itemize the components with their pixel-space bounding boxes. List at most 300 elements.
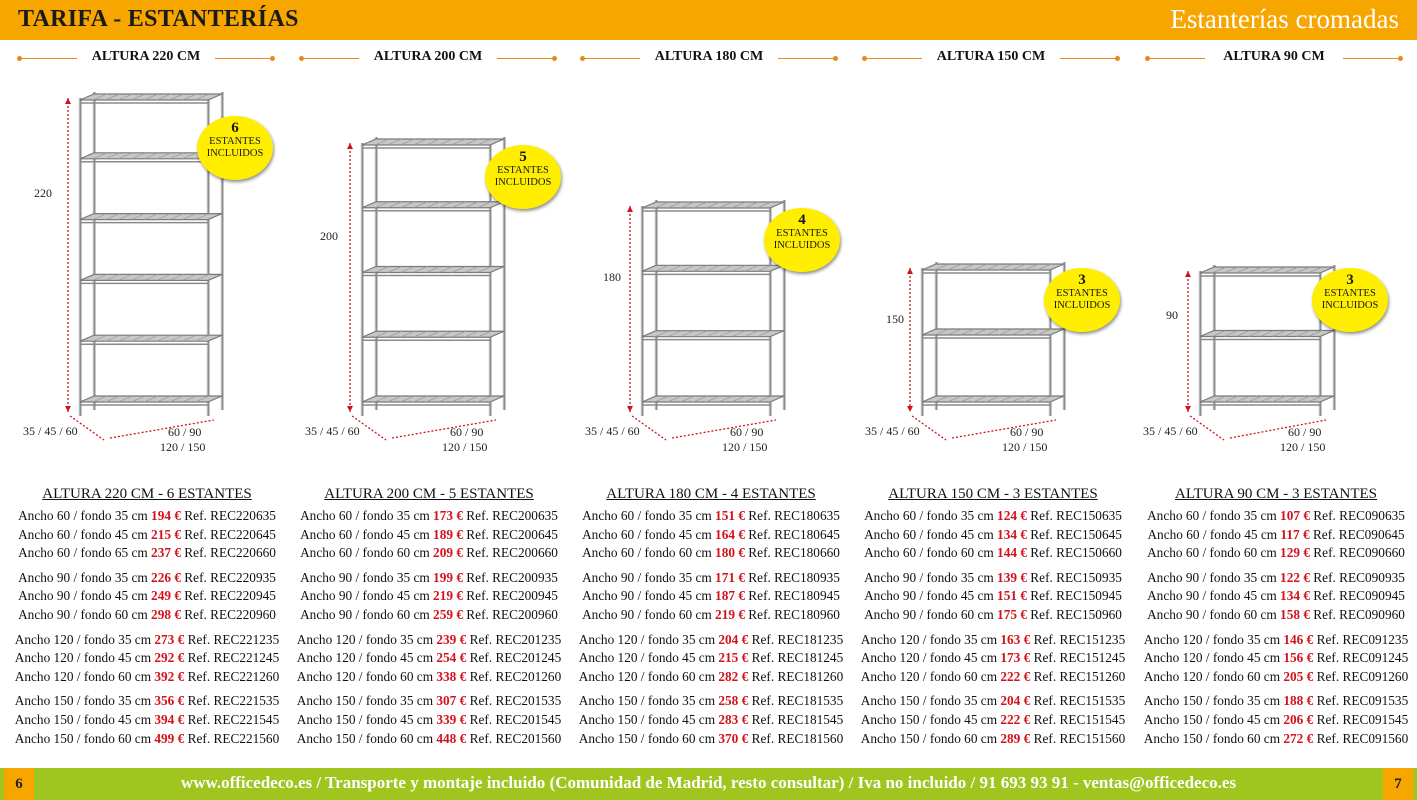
price-row: [1134, 711, 1417, 730]
price-value: 339 €: [436, 711, 467, 727]
price-group: [1134, 692, 1417, 748]
price-row: [569, 544, 853, 563]
price-table-2: [287, 484, 571, 754]
price-row: [287, 649, 571, 668]
price-group: [5, 507, 289, 563]
badge-line1: ESTANTES: [1324, 288, 1376, 299]
price-row: [5, 668, 289, 687]
size-description: Ancho 60 / fondo 45 cm: [582, 526, 712, 542]
price-value: 356 €: [154, 693, 185, 709]
size-description: Ancho 60 / fondo 45 cm: [1147, 526, 1278, 542]
price-row: [287, 526, 571, 545]
page-number-right: 7: [1383, 768, 1413, 800]
price-row: [569, 631, 853, 650]
price-row: [5, 544, 289, 563]
price-value: 151 €: [715, 508, 745, 523]
price-table-title: ALTURA 90 CM - 3 ESTANTES: [1174, 486, 1377, 502]
price-value: 139 €: [997, 569, 1027, 585]
size-description: Ancho 90 / fondo 60 cm: [300, 606, 430, 622]
depth-label: 35 / 45 / 60: [305, 424, 360, 438]
size-description: Ancho 60 / fondo 60 cm: [582, 545, 712, 561]
size-description: Ancho 150 / fondo 35 cm: [578, 693, 716, 709]
price-value: 124 €: [997, 508, 1027, 523]
size-description: Ancho 90 / fondo 35 cm: [1147, 569, 1277, 585]
height-header-label: ALTURA 150 CM: [936, 49, 1046, 64]
price-row: [851, 569, 1135, 588]
reference-code: Ref. REC200960: [466, 606, 558, 622]
reference-code: Ref. REC221235: [187, 631, 280, 647]
price-value: 204 €: [718, 631, 749, 647]
shelving-unit-2: [347, 137, 504, 440]
price-value: 282 €: [718, 668, 749, 684]
price-value: 107 €: [1280, 508, 1310, 523]
reference-code: Ref. REC201260: [469, 668, 562, 684]
price-row: [851, 507, 1135, 526]
price-row: [851, 649, 1135, 668]
price-value: 163 €: [1000, 631, 1031, 647]
price-value: 209 €: [433, 545, 463, 561]
size-description: Ancho 60 / fondo 35 cm: [1147, 508, 1277, 523]
reference-code: Ref. REC200635: [466, 508, 558, 523]
height-value-label: 90: [1166, 308, 1178, 322]
price-row: [5, 730, 289, 749]
size-description: Ancho 90 / fondo 35 cm: [582, 569, 712, 585]
price-row: [1134, 526, 1417, 545]
badge-line2: INCLUIDOS: [1053, 300, 1111, 311]
price-table-3: [569, 484, 853, 754]
price-table-4: [851, 484, 1135, 754]
price-row: [569, 692, 853, 711]
price-value: 222 €: [1000, 711, 1031, 727]
size-description: Ancho 120 / fondo 35 cm: [1143, 631, 1281, 647]
size-description: Ancho 120 / fondo 60 cm: [1143, 668, 1281, 684]
price-value: 448 €: [436, 730, 467, 746]
reference-code: Ref. REC090945: [1313, 588, 1405, 604]
price-group: [287, 507, 571, 563]
reference-code: Ref. REC201545: [469, 711, 562, 727]
reference-code: Ref. REC200645: [466, 526, 558, 542]
depth-label: 35 / 45 / 60: [585, 424, 640, 438]
depth-label: 35 / 45 / 60: [1143, 424, 1198, 438]
reference-code: Ref. REC220945: [184, 588, 276, 604]
price-value: 206 €: [1283, 711, 1314, 727]
price-row: [569, 507, 853, 526]
price-row: [287, 569, 571, 588]
badge-shelf-count: 3: [1346, 272, 1354, 288]
footer-contact-text: www.officedeco.es / Transporte y montaje incluido (Comunidad de Madrid, resto consultar) / Iva no incluido / 91 693 93 91 - ventas@officedeco.es: [180, 773, 1237, 792]
reference-code: Ref. REC221545: [187, 711, 280, 727]
size-description: Ancho 150 / fondo 60 cm: [578, 730, 716, 746]
price-value: 219 €: [433, 588, 463, 604]
reference-code: Ref. REC151235: [1033, 631, 1126, 647]
price-group: [5, 631, 289, 687]
reference-code: Ref. REC200660: [466, 545, 558, 561]
badge-line1: ESTANTES: [776, 228, 828, 239]
reference-code: Ref. REC150645: [1030, 526, 1122, 542]
reference-code: Ref. REC181535: [751, 693, 844, 709]
size-description: Ancho 120 / fondo 60 cm: [578, 668, 716, 684]
price-value: 392 €: [154, 668, 185, 684]
size-description: Ancho 120 / fondo 35 cm: [14, 631, 152, 647]
reference-code: Ref. REC221535: [187, 693, 280, 709]
price-row: [1134, 606, 1417, 625]
price-row: [5, 711, 289, 730]
size-description: Ancho 60 / fondo 35 cm: [864, 508, 994, 523]
reference-code: Ref. REC180645: [748, 526, 840, 542]
price-value: 237 €: [151, 545, 181, 561]
badge-line2: INCLUIDOS: [494, 177, 552, 188]
height-value-label: 220: [34, 186, 52, 200]
reference-code: Ref. REC180960: [748, 606, 840, 622]
width-label-1: 60 / 90: [450, 425, 484, 439]
price-value: 215 €: [718, 650, 749, 666]
price-value: 151 €: [997, 588, 1027, 604]
reference-code: Ref. REC151260: [1033, 668, 1126, 684]
price-group: [569, 631, 853, 687]
page-footer: [0, 768, 1417, 800]
price-group: [1134, 507, 1417, 563]
reference-code: Ref. REC091260: [1316, 668, 1409, 684]
reference-code: Ref. REC150660: [1030, 545, 1122, 561]
price-row: [5, 526, 289, 545]
size-description: Ancho 90 / fondo 45 cm: [1147, 588, 1277, 604]
size-description: Ancho 60 / fondo 35 cm: [18, 508, 148, 523]
price-value: 215 €: [151, 526, 181, 542]
price-table-title: ALTURA 150 CM - 3 ESTANTES: [888, 486, 1098, 502]
reference-code: Ref. REC090660: [1313, 545, 1405, 561]
reference-code: Ref. REC180935: [748, 569, 840, 585]
size-description: Ancho 150 / fondo 60 cm: [860, 730, 998, 746]
price-row: [569, 649, 853, 668]
price-row: [569, 668, 853, 687]
price-value: 394 €: [154, 711, 185, 727]
reference-code: Ref. REC090645: [1312, 526, 1405, 542]
badge-shelf-count: 4: [798, 212, 806, 228]
size-description: Ancho 60 / fondo 60 cm: [864, 545, 994, 561]
size-description: Ancho 60 / fondo 60 cm: [300, 545, 430, 561]
price-group: [5, 569, 289, 625]
size-description: Ancho 150 / fondo 35 cm: [14, 693, 152, 709]
price-row: [1134, 507, 1417, 526]
price-group: [569, 569, 853, 625]
width-label-1: 60 / 90: [1010, 425, 1044, 439]
price-group: [1134, 631, 1417, 687]
size-description: Ancho 150 / fondo 35 cm: [860, 693, 998, 709]
price-value: 189 €: [433, 526, 463, 542]
price-value: 173 €: [1000, 650, 1031, 666]
size-description: Ancho 150 / fondo 60 cm: [1143, 730, 1281, 746]
price-value: 226 €: [151, 569, 181, 585]
price-row: [5, 606, 289, 625]
price-row: [5, 507, 289, 526]
size-description: Ancho 60 / fondo 65 cm: [18, 545, 148, 561]
size-description: Ancho 120 / fondo 60 cm: [860, 668, 998, 684]
reference-code: Ref. REC220635: [184, 508, 276, 523]
reference-code: Ref. REC180945: [748, 588, 840, 604]
price-table-title: ALTURA 200 CM - 5 ESTANTES: [324, 486, 534, 502]
size-description: Ancho 120 / fondo 60 cm: [14, 668, 152, 684]
reference-code: Ref. REC090960: [1313, 606, 1405, 622]
price-value: 204 €: [1000, 693, 1031, 709]
reference-code: Ref. REC200945: [466, 588, 558, 604]
reference-code: Ref. REC091535: [1316, 693, 1409, 709]
price-value: 298 €: [151, 606, 181, 622]
price-value: 292 €: [154, 650, 185, 666]
size-description: Ancho 120 / fondo 35 cm: [296, 631, 434, 647]
price-value: 180 €: [715, 545, 745, 561]
badge-line2: INCLUIDOS: [1321, 300, 1379, 311]
price-value: 239 €: [436, 631, 467, 647]
price-row: [569, 569, 853, 588]
price-row: [851, 730, 1135, 749]
reference-code: Ref. REC090635: [1313, 508, 1405, 523]
width-label-2: 120 / 150: [1280, 440, 1326, 454]
size-description: Ancho 60 / fondo 45 cm: [864, 526, 994, 542]
badge-shelf-count: 6: [231, 120, 239, 136]
price-value: 219 €: [715, 606, 745, 622]
size-description: Ancho 90 / fondo 60 cm: [1147, 606, 1277, 622]
reference-code: Ref. REC181245: [751, 650, 844, 666]
width-label-2: 120 / 150: [1002, 440, 1048, 454]
price-row: [5, 692, 289, 711]
reference-code: Ref. REC221245: [187, 650, 280, 666]
price-value: 146 €: [1283, 631, 1314, 647]
size-description: Ancho 120 / fondo 60 cm: [296, 668, 434, 684]
price-value: 194 €: [151, 508, 181, 523]
price-row: [287, 730, 571, 749]
price-row: [5, 587, 289, 606]
price-row: [569, 606, 853, 625]
price-group: [1134, 569, 1417, 625]
price-row: [1134, 587, 1417, 606]
price-row: [287, 507, 571, 526]
price-value: 258 €: [718, 693, 749, 709]
reference-code: Ref. REC201560: [469, 730, 562, 746]
price-row: [5, 631, 289, 650]
size-description: Ancho 90 / fondo 45 cm: [582, 588, 712, 604]
price-value: 117 €: [1280, 526, 1310, 542]
price-row: [287, 631, 571, 650]
price-value: 173 €: [433, 508, 463, 523]
height-header-label: ALTURA 180 CM: [654, 49, 764, 64]
price-value: 122 €: [1280, 569, 1310, 585]
size-description: Ancho 60 / fondo 35 cm: [300, 508, 430, 523]
price-row: [851, 711, 1135, 730]
size-description: Ancho 90 / fondo 60 cm: [582, 606, 712, 622]
price-value: 259 €: [433, 606, 463, 622]
size-description: Ancho 150 / fondo 60 cm: [14, 730, 152, 746]
price-value: 188 €: [1283, 693, 1314, 709]
reference-code: Ref. REC091545: [1316, 711, 1409, 727]
price-value: 164 €: [715, 526, 745, 542]
price-row: [1134, 668, 1417, 687]
size-description: Ancho 120 / fondo 35 cm: [578, 631, 716, 647]
size-description: Ancho 60 / fondo 45 cm: [18, 526, 148, 542]
size-description: Ancho 150 / fondo 45 cm: [14, 711, 152, 727]
reference-code: Ref. REC201535: [469, 693, 562, 709]
size-description: Ancho 90 / fondo 35 cm: [864, 569, 994, 585]
reference-code: Ref. REC180635: [748, 508, 840, 523]
price-value: 289 €: [1000, 730, 1031, 746]
shelves-included-badge: [1312, 268, 1388, 332]
price-value: 158 €: [1280, 606, 1310, 622]
width-label-1: 60 / 90: [730, 425, 764, 439]
price-row: [569, 526, 853, 545]
badge-line1: ESTANTES: [497, 165, 549, 176]
size-description: Ancho 120 / fondo 45 cm: [860, 650, 998, 666]
price-value: 254 €: [436, 650, 467, 666]
size-description: Ancho 90 / fondo 45 cm: [300, 588, 430, 604]
reference-code: Ref. REC180660: [748, 545, 840, 561]
price-value: 175 €: [997, 606, 1027, 622]
price-row: [851, 631, 1135, 650]
price-value: 249 €: [151, 588, 181, 604]
reference-code: Ref. REC181235: [751, 631, 844, 647]
reference-code: Ref. REC201235: [469, 631, 562, 647]
reference-code: Ref. REC181260: [751, 668, 844, 684]
height-header-label: ALTURA 200 CM: [373, 49, 483, 64]
height-value-label: 200: [320, 229, 338, 243]
price-group: [851, 692, 1135, 748]
price-row: [851, 668, 1135, 687]
price-row: [1134, 631, 1417, 650]
size-description: Ancho 60 / fondo 60 cm: [1147, 545, 1277, 561]
price-value: 272 €: [1283, 730, 1314, 746]
price-row: [851, 606, 1135, 625]
price-value: 144 €: [997, 545, 1027, 561]
size-description: Ancho 120 / fondo 45 cm: [578, 650, 716, 666]
width-label-1: 60 / 90: [1288, 425, 1322, 439]
price-value: 273 €: [154, 631, 185, 647]
reference-code: Ref. REC220660: [184, 545, 276, 561]
reference-code: Ref. REC151560: [1033, 730, 1126, 746]
depth-label: 35 / 45 / 60: [23, 424, 78, 438]
shelves-included-badge: [1044, 268, 1120, 332]
price-row: [851, 526, 1135, 545]
reference-code: Ref. REC150935: [1030, 569, 1122, 585]
reference-code: Ref. REC090935: [1313, 569, 1405, 585]
price-row: [1134, 544, 1417, 563]
price-group: [851, 569, 1135, 625]
badge-line1: ESTANTES: [209, 136, 261, 147]
price-row: [569, 711, 853, 730]
reference-code: Ref. REC201245: [469, 650, 562, 666]
reference-code: Ref. REC220960: [184, 606, 276, 622]
size-description: Ancho 120 / fondo 45 cm: [1143, 650, 1281, 666]
price-value: 205 €: [1283, 668, 1314, 684]
price-value: 370 €: [718, 730, 749, 746]
shelves-included-badge: [764, 208, 840, 272]
width-label-2: 120 / 150: [442, 440, 488, 454]
price-row: [569, 730, 853, 749]
badge-line1: ESTANTES: [1056, 288, 1108, 299]
price-row: [1134, 649, 1417, 668]
height-value-label: 180: [603, 270, 621, 284]
price-row: [5, 649, 289, 668]
price-group: [287, 631, 571, 687]
reference-code: Ref. REC221560: [187, 730, 280, 746]
price-group: [569, 692, 853, 748]
price-row: [287, 544, 571, 563]
price-group: [569, 507, 853, 563]
badge-shelf-count: 5: [519, 149, 527, 165]
price-row: [287, 668, 571, 687]
reference-code: Ref. REC221260: [187, 668, 280, 684]
size-description: Ancho 150 / fondo 45 cm: [578, 711, 716, 727]
size-description: Ancho 90 / fondo 35 cm: [18, 569, 148, 585]
size-description: Ancho 90 / fondo 35 cm: [300, 569, 430, 585]
reference-code: Ref. REC150960: [1030, 606, 1122, 622]
price-row: [1134, 692, 1417, 711]
price-table-5: [1134, 484, 1417, 754]
width-label-2: 120 / 150: [722, 440, 768, 454]
price-row: [287, 692, 571, 711]
depth-label: 35 / 45 / 60: [865, 424, 920, 438]
size-description: Ancho 90 / fondo 60 cm: [18, 606, 148, 622]
height-value-label: 150: [886, 312, 904, 326]
height-header-label: ALTURA 220 CM: [91, 49, 201, 64]
price-value: 199 €: [433, 569, 463, 585]
reference-code: Ref. REC091235: [1316, 631, 1409, 647]
reference-code: Ref. REC150635: [1030, 508, 1122, 523]
badge-line2: INCLUIDOS: [773, 240, 831, 251]
price-group: [851, 507, 1135, 563]
shelving-unit-4: [907, 262, 1064, 440]
size-description: Ancho 90 / fondo 60 cm: [864, 606, 994, 622]
width-label-2: 120 / 150: [160, 440, 206, 454]
price-row: [1134, 569, 1417, 588]
size-description: Ancho 60 / fondo 35 cm: [582, 508, 712, 523]
size-description: Ancho 150 / fondo 45 cm: [296, 711, 434, 727]
reference-code: Ref. REC220935: [184, 569, 276, 585]
size-description: Ancho 120 / fondo 45 cm: [296, 650, 434, 666]
shelves-included-badge: [197, 116, 273, 180]
reference-code: Ref. REC151535: [1033, 693, 1126, 709]
price-table-1: [5, 484, 289, 754]
price-value: 171 €: [715, 569, 745, 585]
reference-code: Ref. REC181560: [751, 730, 844, 746]
price-row: [287, 606, 571, 625]
width-label-1: 60 / 90: [168, 425, 202, 439]
price-value: 134 €: [997, 526, 1027, 542]
size-description: Ancho 150 / fondo 45 cm: [1143, 711, 1281, 727]
reference-code: Ref. REC091560: [1316, 730, 1409, 746]
price-table-title: ALTURA 180 CM - 4 ESTANTES: [606, 486, 816, 502]
price-row: [1134, 730, 1417, 749]
price-value: 307 €: [436, 693, 467, 709]
price-value: 156 €: [1283, 650, 1314, 666]
size-description: Ancho 150 / fondo 35 cm: [296, 693, 434, 709]
height-header-label: ALTURA 90 CM: [1223, 49, 1325, 64]
badge-line2: INCLUIDOS: [206, 148, 264, 159]
price-row: [287, 587, 571, 606]
price-value: 283 €: [718, 711, 749, 727]
price-row: [287, 711, 571, 730]
price-row: [569, 587, 853, 606]
page-number-left: 6: [4, 768, 34, 800]
price-value: 134 €: [1280, 588, 1310, 604]
size-description: Ancho 150 / fondo 45 cm: [860, 711, 998, 727]
reference-code: Ref. REC181545: [751, 711, 844, 727]
price-row: [851, 692, 1135, 711]
price-value: 129 €: [1280, 545, 1310, 561]
size-description: Ancho 150 / fondo 60 cm: [296, 730, 434, 746]
size-description: Ancho 90 / fondo 45 cm: [18, 588, 148, 604]
size-description: Ancho 150 / fondo 35 cm: [1143, 693, 1281, 709]
price-row: [851, 544, 1135, 563]
reference-code: Ref. REC151545: [1033, 711, 1126, 727]
reference-code: Ref. REC151245: [1033, 650, 1126, 666]
